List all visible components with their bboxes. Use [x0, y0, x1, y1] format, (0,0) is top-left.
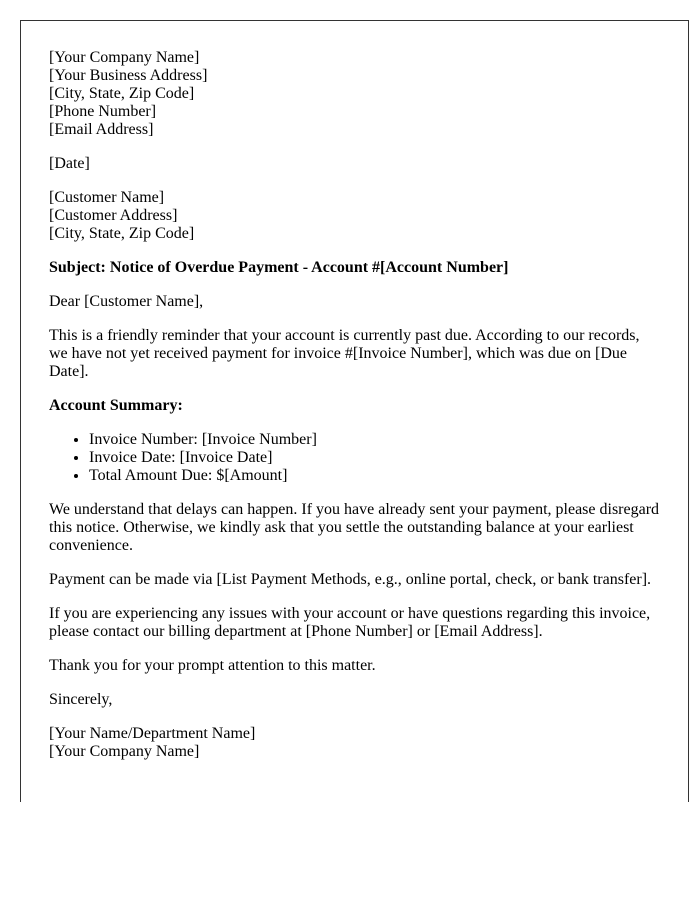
- sender-email: [Email Address]: [49, 121, 154, 138]
- summary-list: [49, 431, 660, 485]
- recipient-address: [Customer Address]: [49, 207, 178, 224]
- sender-company: [Your Company Name]: [49, 49, 200, 66]
- signature-block: [49, 725, 660, 761]
- subject-line: Subject: Notice of Overdue Payment - Account #[Account Number]: [49, 259, 509, 276]
- understand-paragraph: We understand that delays can happen. If you have already sent your payment, please disregard this notice. Otherwise, we kindly ask that you settle the outstanding balance at your earliest convenience.: [49, 501, 660, 554]
- sender-block: [49, 49, 660, 139]
- list-item: • Total Amount Due: $[Amount]: [89, 467, 660, 485]
- recipient-block: [49, 189, 660, 243]
- recipient-city: [City, State, Zip Code]: [49, 225, 195, 242]
- contact-paragraph: If you are experiencing any issues with your account or have questions regarding this invoice, please contact our billing department at [Phone Number] or [Email Address].: [49, 605, 651, 640]
- signature-name: [Your Name/Department Name]: [49, 725, 256, 742]
- recipient-name: [Customer Name]: [49, 189, 165, 206]
- sender-city: [City, State, Zip Code]: [49, 85, 195, 102]
- letter-page: [20, 20, 689, 802]
- list-item: • Invoice Number: [Invoice Number]: [89, 431, 660, 449]
- signature-company: [Your Company Name]: [49, 743, 200, 760]
- salutation: Dear [Customer Name],: [49, 293, 204, 310]
- summary-heading: Account Summary:: [49, 397, 183, 414]
- sender-phone: [Phone Number]: [49, 103, 157, 120]
- closing: Sincerely,: [49, 691, 113, 708]
- letter-date: [Date]: [49, 155, 90, 172]
- thanks-paragraph: Thank you for your prompt attention to this matter.: [49, 657, 376, 674]
- sender-address: [Your Business Address]: [49, 67, 208, 84]
- list-item: • Invoice Date: [Invoice Date]: [89, 449, 660, 467]
- payment-paragraph: Payment can be made via [List Payment Methods, e.g., online portal, check, or bank transfer].: [49, 571, 652, 588]
- intro-paragraph: This is a friendly reminder that your account is currently past due. According to our records, we have not yet received payment for invoice #[Invoice Number], which was due on [Due Date].: [49, 327, 640, 380]
